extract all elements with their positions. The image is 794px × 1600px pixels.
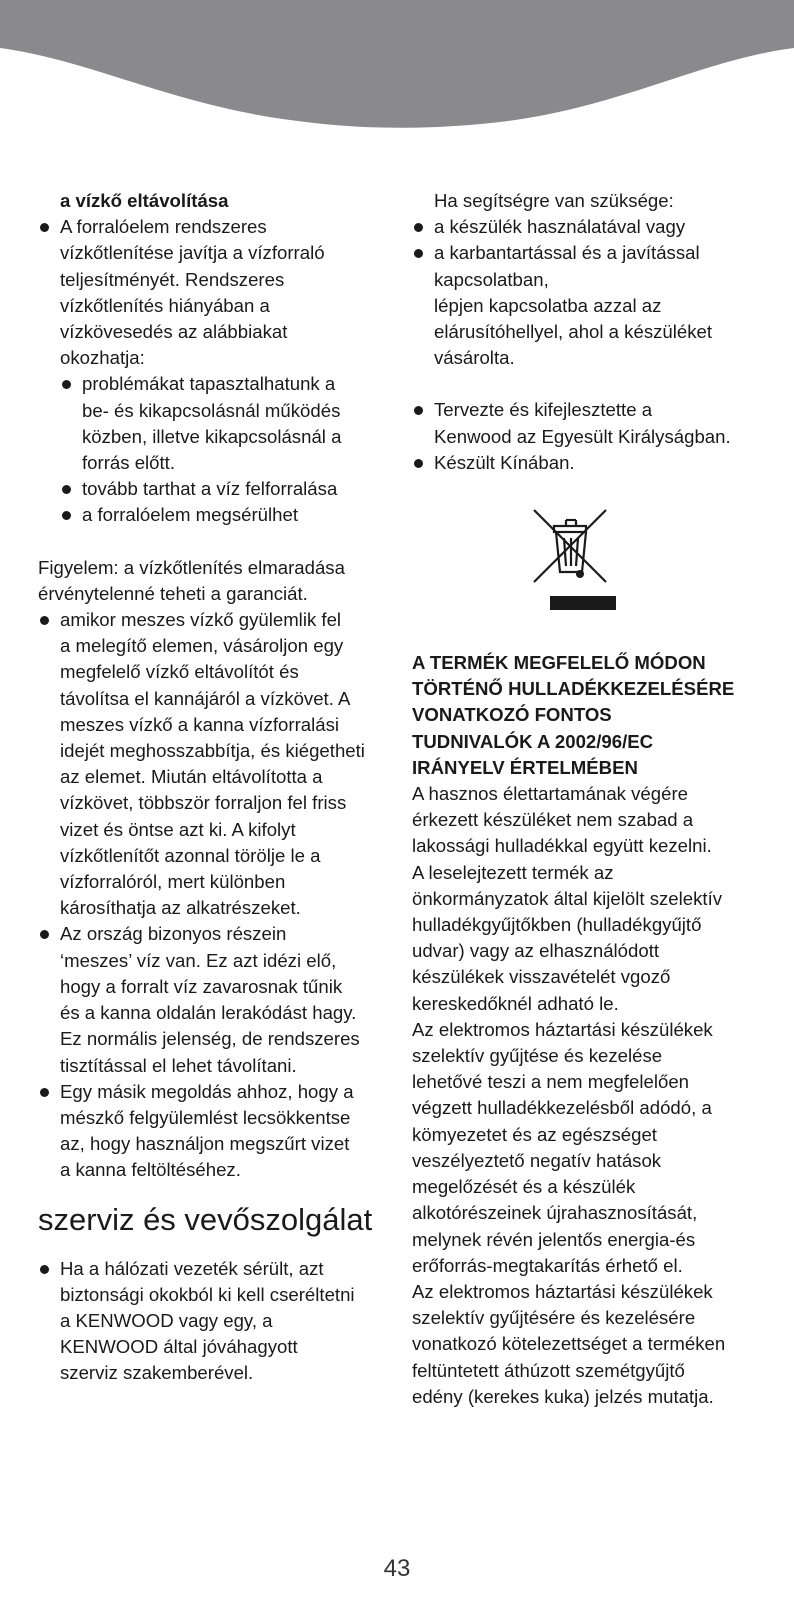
text-line: be- és kikapcsolásnál működés <box>82 399 341 421</box>
weee-black-bar <box>550 596 616 610</box>
text-line: lakossági hulladékkal együtt kezelni. <box>412 835 712 857</box>
weee-heading <box>412 650 772 781</box>
text-line: Tervezte és kifejlesztette a <box>434 399 653 421</box>
text-line: önkormányzatok által kijelölt szelektív <box>412 887 723 909</box>
service-heading: szerviz és vevőszolgálat <box>38 1201 373 1237</box>
text-line: készülékek visszavételét vgoző <box>412 966 671 988</box>
text-line: távolítsa el kannájáról a vízkövet. A <box>60 687 351 709</box>
page-number: 43 <box>383 1555 411 1582</box>
bullet-hard-water <box>38 921 388 1078</box>
text-line: a karbantartással és a javítással <box>434 242 700 264</box>
text-line: Ez normális jelenség, de rendszeres <box>60 1028 360 1050</box>
header-wave-band <box>0 0 794 140</box>
text-line: vízforralóról, mert különben <box>60 871 286 893</box>
text-line: teljesítményét. Rendszeres <box>60 268 285 290</box>
text-line: a melegítő elemen, vásároljon egy <box>60 635 344 657</box>
text-line: KENWOOD által jóváhagyott <box>60 1336 298 1358</box>
text-line: kapcsolatban, <box>434 268 549 290</box>
text-line: megfelelő vízkő eltávolítót és <box>60 661 299 683</box>
text-line: károsíthatja az alkatrészeket. <box>60 897 301 919</box>
text-line: vásárolta. <box>434 347 515 369</box>
text-line: a kanna feltöltéséhez. <box>60 1159 241 1181</box>
text-line: edény (kerekes kuka) jelzés mutatja. <box>412 1385 714 1407</box>
text-line: Az elektromos háztartási készülékek <box>412 1280 713 1302</box>
bullet-made-in: Készült Kínában. <box>412 450 772 476</box>
text-line: lehetővé teszi a nem megfelelően <box>412 1071 690 1093</box>
text-line: A leselejtezett termék az <box>412 861 614 883</box>
text-line: végzett hulladékkezelésből adódó, a <box>412 1097 712 1119</box>
bullet-cord-replacement <box>38 1256 388 1387</box>
text-line: Kenwood az Egyesült Királyságban. <box>434 425 731 447</box>
text-line: szelektív gyűjtésére és kezelésére <box>412 1307 696 1329</box>
text-line: Egy másik megoldás ahhoz, hogy a <box>60 1080 354 1102</box>
warranty-warning <box>38 555 388 607</box>
text-line: vízkőtlenítése javítja a vízforraló <box>60 242 325 264</box>
text-line: A forralóelem rendszeres <box>60 216 267 238</box>
text-line: vízkőtlenítőt azonnal törölje le a <box>60 844 321 866</box>
text-line: és a kanna oldalán lerakódást hagy. <box>60 1002 357 1024</box>
text-line: Ha a hálózati vezeték sérült, azt <box>60 1257 324 1279</box>
help-contact <box>412 293 772 372</box>
right-column <box>412 188 772 1410</box>
text-line: hogy a forralt víz zavarosnak tűnik <box>60 975 343 997</box>
text-line: erőforrás-megtakarítás érhető el. <box>412 1254 683 1276</box>
text-line: problémákat tapasztalhatunk a <box>82 373 336 395</box>
sub-bullet-switching-problems <box>38 371 388 476</box>
text-line: udvar) vagy az elhasználódott <box>412 940 660 962</box>
text-line: szelektív gyűjtése és kezelése <box>412 1045 663 1067</box>
text-line: közben, illetve kikapcsolásnál a <box>82 425 342 447</box>
text-line: feltüntetett áthúzott szemétgyűjtő <box>412 1359 685 1381</box>
bullet-descaling-benefits <box>38 214 388 371</box>
text-line: TÖRTÉNŐ HULLADÉKKEZELÉSÉRE <box>412 678 735 700</box>
weee-body-text <box>412 781 772 1410</box>
text-line: forrás előtt. <box>82 452 176 474</box>
sub-bullet-longer-boiling: tovább tarthat a víz felforralása <box>38 476 388 502</box>
bullet-help-usage: a készülék használatával vagy <box>412 214 772 240</box>
text-line: kereskedőknél adható le. <box>412 992 619 1014</box>
text-line: érkezett készüléket nem szabad a <box>412 809 694 831</box>
text-line: az, hogy használjon megszűrt vizet <box>60 1133 350 1155</box>
help-intro: Ha segítségre van szüksége: <box>434 190 674 211</box>
text-line: vizet és öntse azt ki. A kifolyt <box>60 818 296 840</box>
text-line: kömyezetet és az egészséget <box>412 1123 657 1145</box>
text-line: vonatkozó kötelezettséget a terméken <box>412 1333 726 1355</box>
bullet-filtered-water <box>38 1079 388 1184</box>
text-line: lépjen kapcsolatba azzal az <box>434 294 662 316</box>
text-line: melynek révén jelentős energia-és <box>412 1228 696 1250</box>
text-line: amikor meszes vízkő gyülemlik fel <box>60 609 342 631</box>
text-line: hulladékgyűjtőkben (hulladékgyűjtő <box>412 914 702 936</box>
bullet-buy-descaler <box>38 607 388 921</box>
descaling-heading: a vízkő eltávolítása <box>60 190 229 211</box>
text-line: vízkőtlenítés hiányában a <box>60 294 270 316</box>
text-line: vízkövet, többször forraljon fel friss <box>60 792 347 814</box>
text-line: biztonsági okokból ki kell cseréltetni <box>60 1283 355 1305</box>
text-line: meszes vízkő a kanna vízforralási <box>60 713 340 735</box>
left-column <box>38 188 388 1387</box>
text-line: szerviz szakemberével. <box>60 1362 254 1384</box>
text-line: VONATKOZÓ FONTOS <box>412 704 612 726</box>
text-line: veszélyeztető negatív hatások <box>412 1149 662 1171</box>
bullet-help-maintenance <box>412 240 772 292</box>
text-line: okozhatja: <box>60 347 145 369</box>
bullet-designed-by <box>412 397 772 449</box>
text-line: mészkő felgyülemlést lecsökkentse <box>60 1106 351 1128</box>
text-line: a KENWOOD vagy egy, a <box>60 1309 273 1331</box>
text-line: megelőzését és a készülék <box>412 1176 636 1198</box>
text-line: A hasznos élettartamának végére <box>412 783 688 805</box>
crossed-out-wheelie-bin-icon <box>530 506 610 586</box>
text-line: Az ország bizonyos részein <box>60 923 287 945</box>
text-line: az elemet. Miután eltávolította a <box>60 766 323 788</box>
text-line: Figyelem: a vízkőtlenítés elmaradása <box>38 556 345 578</box>
text-line: idejét meghosszabbítja, és kiégetheti <box>60 740 365 762</box>
text-line: tisztítással el lehet távolítani. <box>60 1054 297 1076</box>
text-line: A TERMÉK MEGFELELŐ MÓDON <box>412 652 706 674</box>
text-line: TUDNIVALÓK A 2002/96/EC <box>412 730 654 752</box>
text-line: ‘meszes’ víz van. Ez azt idézi elő, <box>60 949 337 971</box>
text-line: Az elektromos háztartási készülékek <box>412 1018 713 1040</box>
text-line: alkotórészeinek újrahasznosítását, <box>412 1202 698 1224</box>
text-line: IRÁNYELV ÉRTELMÉBEN <box>412 756 638 778</box>
text-line: érvénytelenné teheti a garanciát. <box>38 582 308 604</box>
text-line: elárusítóhellyel, ahol a készüléket <box>434 321 713 343</box>
text-line: vízkövesedés az alábbiakat <box>60 321 288 343</box>
sub-bullet-element-damage: a forralóelem megsérülhet <box>38 502 388 528</box>
